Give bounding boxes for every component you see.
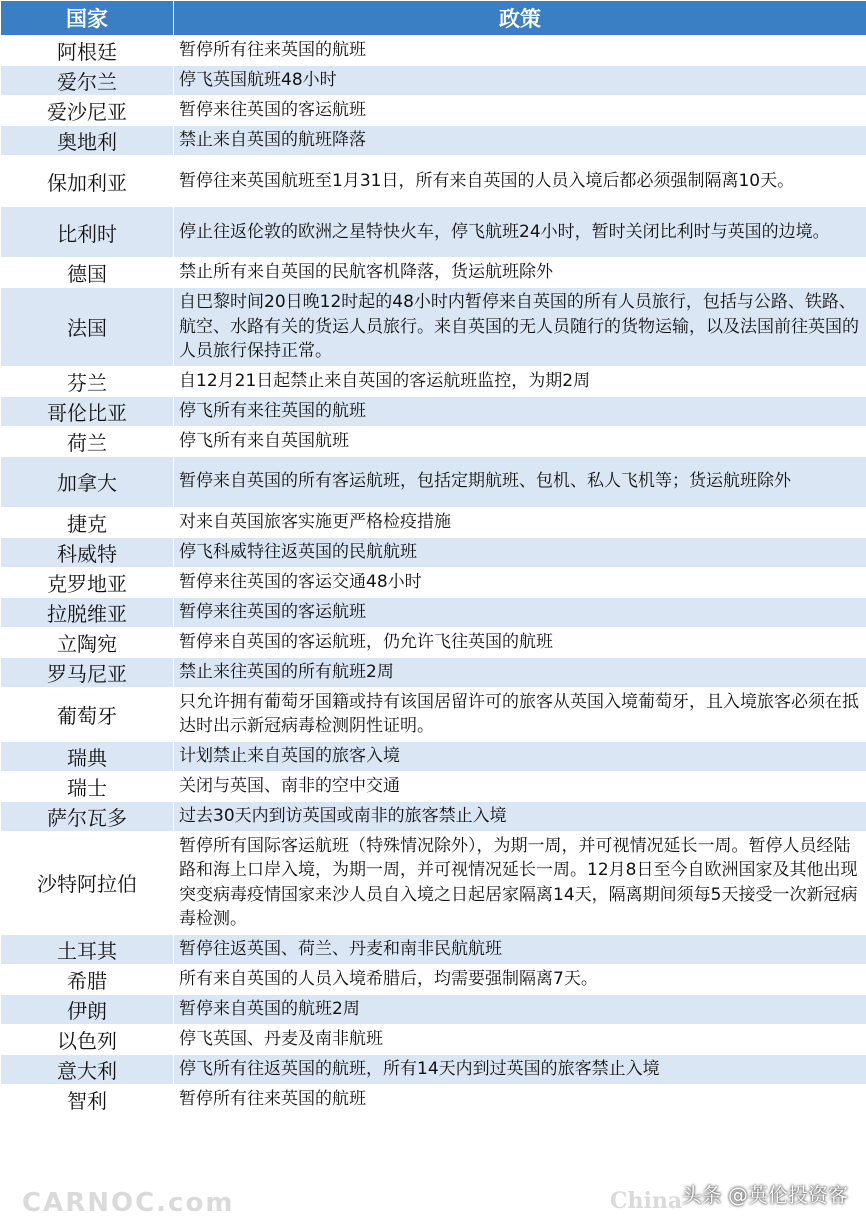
table-row — [1, 657, 866, 687]
policy-cell: 暂停来自英国的所有客运航班，包括定期航班、包机、私人飞机等；货运航班除外 — [174, 456, 866, 507]
country-cell: 德国 — [1, 258, 174, 288]
table-row — [1, 507, 866, 537]
table-row — [1, 597, 866, 627]
table-row — [1, 1024, 866, 1054]
policy-cell: 暂停所有往来英国的航班 — [174, 36, 866, 66]
country-cell: 希腊 — [1, 964, 174, 994]
country-cell: 伊朗 — [1, 994, 174, 1024]
policy-cell: 自12月21日起禁止来自英国的客运航班监控，为期2周 — [174, 366, 866, 396]
policy-cell: 停飞所有来自英国航班 — [174, 426, 866, 456]
policy-cell: 暂停来往英国的客运交通48小时 — [174, 567, 866, 597]
table-row — [1, 96, 866, 126]
country-cell: 芬兰 — [1, 366, 174, 396]
policy-cell: 暂停往返英国、荷兰、丹麦和南非民航航班 — [174, 934, 866, 964]
table-row — [1, 126, 866, 156]
policy-cell: 只允许拥有葡萄牙国籍或持有该国居留许可的旅客从英国入境葡萄牙，且入境旅客必须在抵达时出示新冠病毒检测阴性证明。 — [174, 687, 866, 741]
table-row — [1, 831, 866, 934]
table-row — [1, 934, 866, 964]
table-row — [1, 288, 866, 367]
table-row — [1, 456, 866, 507]
country-cell: 意大利 — [1, 1054, 174, 1084]
country-cell: 克罗地亚 — [1, 567, 174, 597]
policy-cell: 暂停所有国际客运航班（特殊情况除外），为期一周，并可视情况延长一周。暂停人员经陆路和海上口岸入境，为期一周，并可视情况延长一周。12月8日至今自欧洲国家及其他出现突变病毒疫情国家来沙人员自入境之日起居家隔离14天，隔离期间须每5天接受一次新冠病毒检测。 — [174, 831, 866, 934]
header-country: 国家 — [1, 1, 174, 36]
table-header — [1, 1, 866, 36]
watermark-toutiao: 头条 @英伦投资客 — [681, 1183, 848, 1207]
country-cell: 瑞士 — [1, 771, 174, 801]
policy-cell: 停止往返伦敦的欧洲之星特快火车，停飞航班24小时，暂时关闭比利时与英国的边境。 — [174, 207, 866, 258]
policy-cell: 关闭与英国、南非的空中交通 — [174, 771, 866, 801]
policy-cell: 禁止来自英国的航班降落 — [174, 126, 866, 156]
policy-cell: 禁止所有来自英国的民航客机降落，货运航班除外 — [174, 258, 866, 288]
country-cell: 阿根廷 — [1, 36, 174, 66]
country-cell: 瑞典 — [1, 741, 174, 771]
policy-cell: 暂停来自英国的客运航班，仍允许飞往英国的航班 — [174, 627, 866, 657]
policy-cell: 停飞所有来往英国的航班 — [174, 396, 866, 426]
country-cell: 拉脱维亚 — [1, 597, 174, 627]
table-row — [1, 258, 866, 288]
country-cell: 奥地利 — [1, 126, 174, 156]
country-cell: 荷兰 — [1, 426, 174, 456]
table-row — [1, 396, 866, 426]
watermark-china: China — [610, 1188, 683, 1214]
country-cell: 葡萄牙 — [1, 687, 174, 741]
table-body — [1, 36, 866, 1115]
country-cell: 智利 — [1, 1084, 174, 1114]
country-cell: 比利时 — [1, 207, 174, 258]
table-row — [1, 366, 866, 396]
policy-cell: 自巴黎时间20日晚12时起的48小时内暂停来自英国的所有人员旅行，包括与公路、铁路、航空、水路有关的货运人员旅行。来自英国的无人员随行的货物运输，以及法国前往英国的人员旅行保持正常。 — [174, 288, 866, 367]
policy-cell: 停飞英国、丹麦及南非航班 — [174, 1024, 866, 1054]
country-cell: 加拿大 — [1, 456, 174, 507]
country-cell: 罗马尼亚 — [1, 657, 174, 687]
country-cell: 法国 — [1, 288, 174, 367]
policy-cell: 停飞所有往返英国的航班，所有14天内到过英国的旅客禁止入境 — [174, 1054, 866, 1084]
table-row — [1, 771, 866, 801]
policy-cell: 暂停往来英国航班至1月31日，所有来自英国的人员入境后都必须强制隔离10天。 — [174, 156, 866, 207]
country-cell: 科威特 — [1, 537, 174, 567]
policy-cell: 暂停来自英国的航班2周 — [174, 994, 866, 1024]
table-row — [1, 1054, 866, 1084]
table-row — [1, 964, 866, 994]
table-row — [1, 156, 866, 207]
country-cell: 以色列 — [1, 1024, 174, 1054]
table-row — [1, 426, 866, 456]
policy-cell: 暂停来往英国的客运航班 — [174, 96, 866, 126]
table-row — [1, 567, 866, 597]
table-row — [1, 66, 866, 96]
table-row — [1, 741, 866, 771]
table-row — [1, 687, 866, 741]
header-policy: 政策 — [174, 1, 866, 36]
table-row — [1, 801, 866, 831]
watermark-carnoc: CARNOC.com — [22, 1188, 235, 1218]
country-cell: 立陶宛 — [1, 627, 174, 657]
table-row — [1, 994, 866, 1024]
country-cell: 捷克 — [1, 507, 174, 537]
policy-cell: 停飞英国航班48小时 — [174, 66, 866, 96]
table-row — [1, 1084, 866, 1114]
country-cell: 哥伦比亚 — [1, 396, 174, 426]
country-cell: 爱尔兰 — [1, 66, 174, 96]
country-cell: 保加利亚 — [1, 156, 174, 207]
policy-cell: 过去30天内到访英国或南非的旅客禁止入境 — [174, 801, 866, 831]
table-row — [1, 207, 866, 258]
country-cell: 萨尔瓦多 — [1, 801, 174, 831]
country-cell: 土耳其 — [1, 934, 174, 964]
table-row — [1, 627, 866, 657]
table-row — [1, 36, 866, 66]
policy-cell: 暂停所有往来英国的航班 — [174, 1084, 866, 1114]
table-row — [1, 537, 866, 567]
policy-cell: 所有来自英国的人员入境希腊后，均需要强制隔离7天。 — [174, 964, 866, 994]
country-cell: 沙特阿拉伯 — [1, 831, 174, 934]
policy-cell: 对来自英国旅客实施更严格检疫措施 — [174, 507, 866, 537]
policy-cell: 停飞科威特往返英国的民航航班 — [174, 537, 866, 567]
policy-cell: 禁止来往英国的所有航班2周 — [174, 657, 866, 687]
country-cell: 爱沙尼亚 — [1, 96, 174, 126]
policy-cell: 暂停来往英国的客运航班 — [174, 597, 866, 627]
policy-cell: 计划禁止来自英国的旅客入境 — [174, 741, 866, 771]
